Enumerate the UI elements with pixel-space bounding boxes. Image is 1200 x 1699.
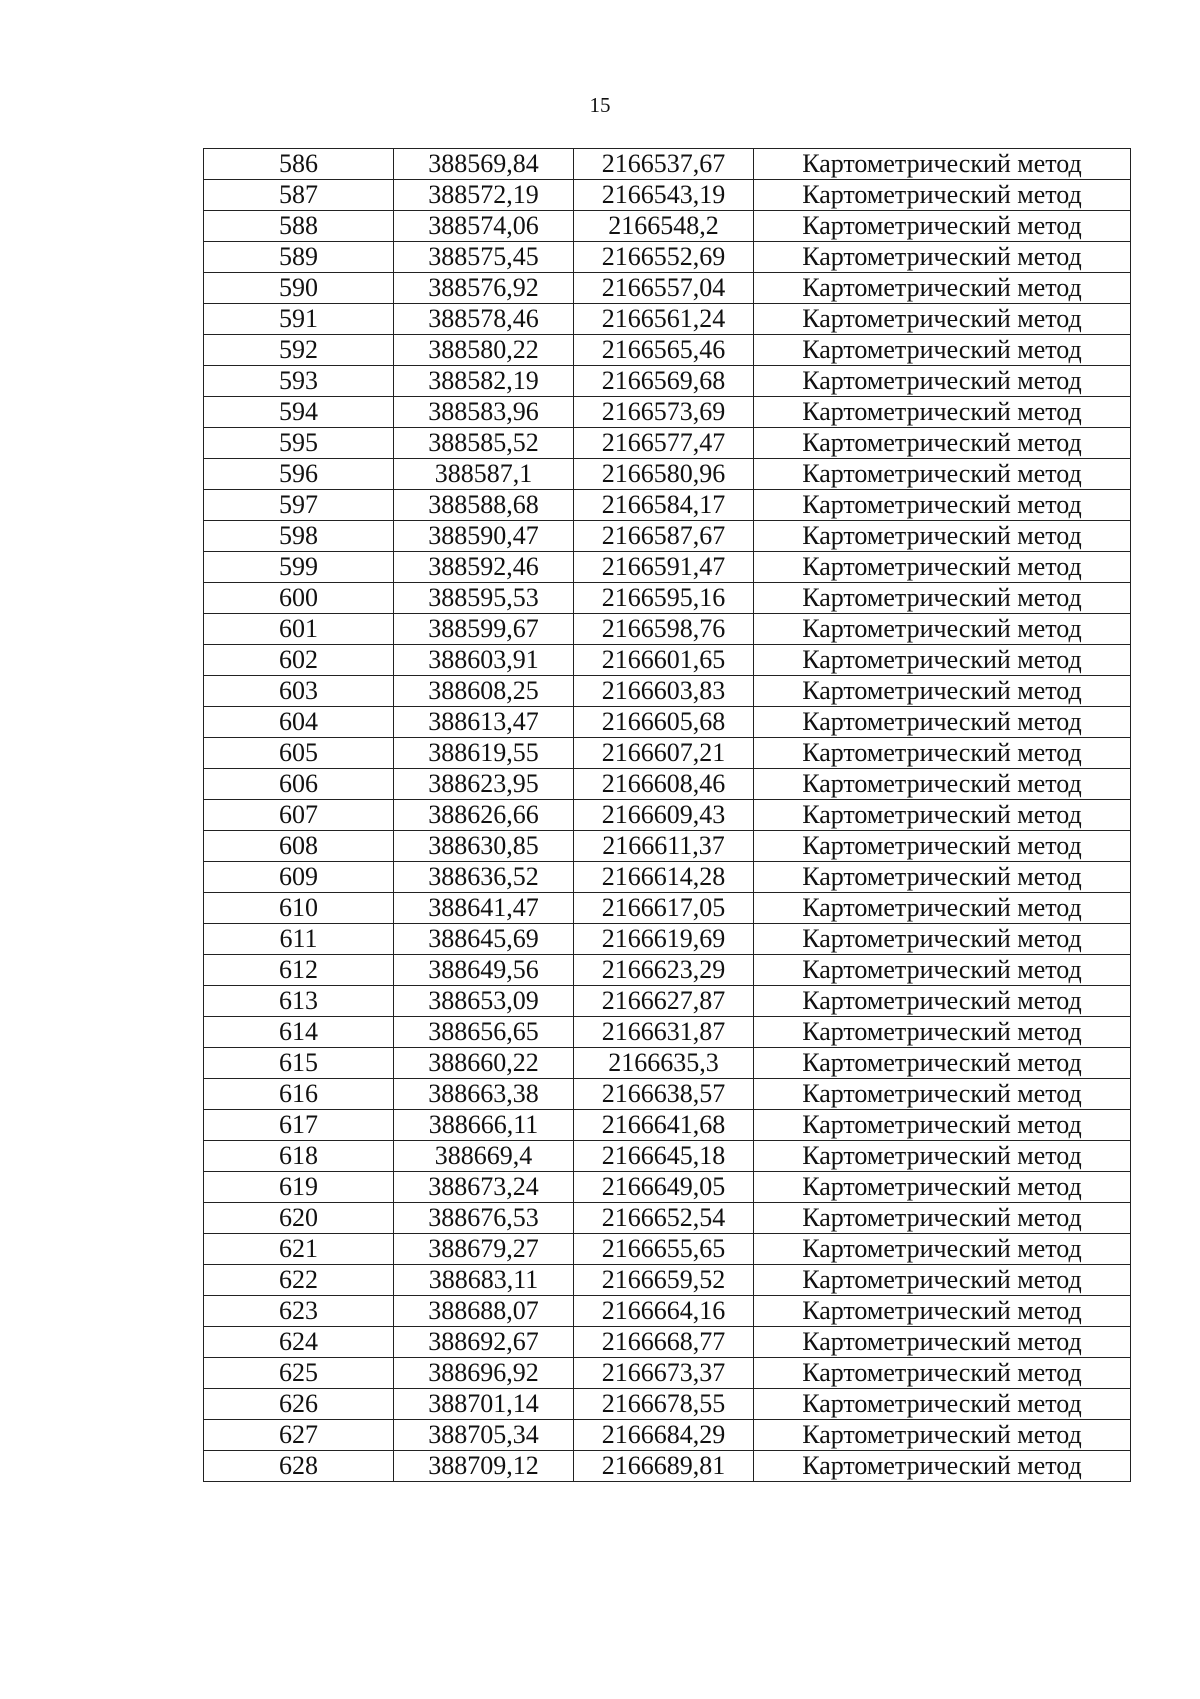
- y-coordinate-cell: 2166668,77: [574, 1327, 754, 1358]
- method-cell: Картометрический метод: [754, 831, 1131, 862]
- x-coordinate-cell: 388590,47: [394, 521, 574, 552]
- x-coordinate-cell: 388587,1: [394, 459, 574, 490]
- point-number-cell: 590: [204, 273, 394, 304]
- y-coordinate-cell: 2166573,69: [574, 397, 754, 428]
- method-cell: Картометрический метод: [754, 1203, 1131, 1234]
- method-cell: Картометрический метод: [754, 335, 1131, 366]
- x-coordinate-cell: 388673,24: [394, 1172, 574, 1203]
- y-coordinate-cell: 2166614,28: [574, 862, 754, 893]
- x-coordinate-cell: 388613,47: [394, 707, 574, 738]
- y-coordinate-cell: 2166631,87: [574, 1017, 754, 1048]
- table-row: [204, 769, 1131, 800]
- point-number-cell: 587: [204, 180, 394, 211]
- point-number-cell: 598: [204, 521, 394, 552]
- method-cell: Картометрический метод: [754, 1265, 1131, 1296]
- y-coordinate-cell: 2166548,2: [574, 211, 754, 242]
- point-number-cell: 601: [204, 614, 394, 645]
- y-coordinate-cell: 2166565,46: [574, 335, 754, 366]
- x-coordinate-cell: 388603,91: [394, 645, 574, 676]
- table-row: [204, 521, 1131, 552]
- point-number-cell: 592: [204, 335, 394, 366]
- method-cell: Картометрический метод: [754, 1079, 1131, 1110]
- y-coordinate-cell: 2166638,57: [574, 1079, 754, 1110]
- method-cell: Картометрический метод: [754, 552, 1131, 583]
- table-row: [204, 583, 1131, 614]
- method-cell: Картометрический метод: [754, 211, 1131, 242]
- table-row: [204, 1203, 1131, 1234]
- method-cell: Картометрический метод: [754, 459, 1131, 490]
- table-row: [204, 800, 1131, 831]
- point-number-cell: 595: [204, 428, 394, 459]
- method-cell: Картометрический метод: [754, 1358, 1131, 1389]
- point-number-cell: 599: [204, 552, 394, 583]
- y-coordinate-cell: 2166609,43: [574, 800, 754, 831]
- x-coordinate-cell: 388576,92: [394, 273, 574, 304]
- point-number-cell: 621: [204, 1234, 394, 1265]
- y-coordinate-cell: 2166645,18: [574, 1141, 754, 1172]
- coordinates-table: [203, 148, 1131, 1482]
- x-coordinate-cell: 388608,25: [394, 676, 574, 707]
- x-coordinate-cell: 388669,4: [394, 1141, 574, 1172]
- point-number-cell: 597: [204, 490, 394, 521]
- table-row: [204, 242, 1131, 273]
- method-cell: Картометрический метод: [754, 149, 1131, 180]
- x-coordinate-cell: 388630,85: [394, 831, 574, 862]
- method-cell: Картометрический метод: [754, 583, 1131, 614]
- point-number-cell: 616: [204, 1079, 394, 1110]
- y-coordinate-cell: 2166537,67: [574, 149, 754, 180]
- method-cell: Картометрический метод: [754, 521, 1131, 552]
- x-coordinate-cell: 388583,96: [394, 397, 574, 428]
- y-coordinate-cell: 2166584,17: [574, 490, 754, 521]
- point-number-cell: 593: [204, 366, 394, 397]
- method-cell: Картометрический метод: [754, 490, 1131, 521]
- method-cell: Картометрический метод: [754, 862, 1131, 893]
- y-coordinate-cell: 2166569,68: [574, 366, 754, 397]
- point-number-cell: 602: [204, 645, 394, 676]
- method-cell: Картометрический метод: [754, 397, 1131, 428]
- point-number-cell: 628: [204, 1451, 394, 1482]
- x-coordinate-cell: 388649,56: [394, 955, 574, 986]
- y-coordinate-cell: 2166603,83: [574, 676, 754, 707]
- method-cell: Картометрический метод: [754, 893, 1131, 924]
- method-cell: Картометрический метод: [754, 1141, 1131, 1172]
- method-cell: Картометрический метод: [754, 769, 1131, 800]
- table-row: [204, 1265, 1131, 1296]
- point-number-cell: 589: [204, 242, 394, 273]
- method-cell: Картометрический метод: [754, 676, 1131, 707]
- x-coordinate-cell: 388653,09: [394, 986, 574, 1017]
- method-cell: Картометрический метод: [754, 645, 1131, 676]
- point-number-cell: 606: [204, 769, 394, 800]
- y-coordinate-cell: 2166605,68: [574, 707, 754, 738]
- method-cell: Картометрический метод: [754, 738, 1131, 769]
- y-coordinate-cell: 2166664,16: [574, 1296, 754, 1327]
- y-coordinate-cell: 2166607,21: [574, 738, 754, 769]
- table-row: [204, 149, 1131, 180]
- x-coordinate-cell: 388636,52: [394, 862, 574, 893]
- table-row: [204, 1141, 1131, 1172]
- table-row: [204, 1017, 1131, 1048]
- x-coordinate-cell: 388588,68: [394, 490, 574, 521]
- table-row: [204, 862, 1131, 893]
- method-cell: Картометрический метод: [754, 1048, 1131, 1079]
- y-coordinate-cell: 2166557,04: [574, 273, 754, 304]
- point-number-cell: 588: [204, 211, 394, 242]
- y-coordinate-cell: 2166601,65: [574, 645, 754, 676]
- table-row: [204, 1358, 1131, 1389]
- table-row: [204, 924, 1131, 955]
- point-number-cell: 594: [204, 397, 394, 428]
- y-coordinate-cell: 2166595,16: [574, 583, 754, 614]
- method-cell: Картометрический метод: [754, 1451, 1131, 1482]
- page-number: 15: [589, 93, 611, 117]
- y-coordinate-cell: 2166543,19: [574, 180, 754, 211]
- table-row: [204, 1079, 1131, 1110]
- point-number-cell: 600: [204, 583, 394, 614]
- table-row: [204, 397, 1131, 428]
- point-number-cell: 615: [204, 1048, 394, 1079]
- method-cell: Картометрический метод: [754, 800, 1131, 831]
- y-coordinate-cell: 2166635,3: [574, 1048, 754, 1079]
- x-coordinate-cell: 388572,19: [394, 180, 574, 211]
- x-coordinate-cell: 388641,47: [394, 893, 574, 924]
- point-number-cell: 604: [204, 707, 394, 738]
- point-number-cell: 620: [204, 1203, 394, 1234]
- x-coordinate-cell: 388656,65: [394, 1017, 574, 1048]
- table-row: [204, 273, 1131, 304]
- x-coordinate-cell: 388595,53: [394, 583, 574, 614]
- x-coordinate-cell: 388696,92: [394, 1358, 574, 1389]
- table-row: [204, 211, 1131, 242]
- x-coordinate-cell: 388578,46: [394, 304, 574, 335]
- y-coordinate-cell: 2166627,87: [574, 986, 754, 1017]
- method-cell: Картометрический метод: [754, 1172, 1131, 1203]
- table-row: [204, 552, 1131, 583]
- method-cell: Картометрический метод: [754, 428, 1131, 459]
- x-coordinate-cell: 388569,84: [394, 149, 574, 180]
- point-number-cell: 605: [204, 738, 394, 769]
- table-row: [204, 1048, 1131, 1079]
- x-coordinate-cell: 388683,11: [394, 1265, 574, 1296]
- x-coordinate-cell: 388582,19: [394, 366, 574, 397]
- y-coordinate-cell: 2166598,76: [574, 614, 754, 645]
- point-number-cell: 613: [204, 986, 394, 1017]
- table-row: [204, 893, 1131, 924]
- point-number-cell: 591: [204, 304, 394, 335]
- y-coordinate-cell: 2166619,69: [574, 924, 754, 955]
- table-row: [204, 1451, 1131, 1482]
- y-coordinate-cell: 2166561,24: [574, 304, 754, 335]
- x-coordinate-cell: 388645,69: [394, 924, 574, 955]
- x-coordinate-cell: 388580,22: [394, 335, 574, 366]
- x-coordinate-cell: 388701,14: [394, 1389, 574, 1420]
- y-coordinate-cell: 2166608,46: [574, 769, 754, 800]
- method-cell: Картометрический метод: [754, 1234, 1131, 1265]
- y-coordinate-cell: 2166684,29: [574, 1420, 754, 1451]
- y-coordinate-cell: 2166659,52: [574, 1265, 754, 1296]
- point-number-cell: 617: [204, 1110, 394, 1141]
- y-coordinate-cell: 2166649,05: [574, 1172, 754, 1203]
- x-coordinate-cell: 388705,34: [394, 1420, 574, 1451]
- point-number-cell: 611: [204, 924, 394, 955]
- point-number-cell: 626: [204, 1389, 394, 1420]
- method-cell: Картометрический метод: [754, 614, 1131, 645]
- point-number-cell: 624: [204, 1327, 394, 1358]
- x-coordinate-cell: 388575,45: [394, 242, 574, 273]
- method-cell: Картометрический метод: [754, 366, 1131, 397]
- table-row: [204, 304, 1131, 335]
- x-coordinate-cell: 388599,67: [394, 614, 574, 645]
- table-row: [204, 1327, 1131, 1358]
- method-cell: Картометрический метод: [754, 1017, 1131, 1048]
- method-cell: Картометрический метод: [754, 955, 1131, 986]
- x-coordinate-cell: 388592,46: [394, 552, 574, 583]
- y-coordinate-cell: 2166611,37: [574, 831, 754, 862]
- y-coordinate-cell: 2166580,96: [574, 459, 754, 490]
- point-number-cell: 619: [204, 1172, 394, 1203]
- point-number-cell: 596: [204, 459, 394, 490]
- y-coordinate-cell: 2166617,05: [574, 893, 754, 924]
- point-number-cell: 625: [204, 1358, 394, 1389]
- x-coordinate-cell: 388663,38: [394, 1079, 574, 1110]
- table-row: [204, 490, 1131, 521]
- x-coordinate-cell: 388692,67: [394, 1327, 574, 1358]
- method-cell: Картометрический метод: [754, 304, 1131, 335]
- point-number-cell: 608: [204, 831, 394, 862]
- table-row: [204, 986, 1131, 1017]
- method-cell: Картометрический метод: [754, 707, 1131, 738]
- point-number-cell: 612: [204, 955, 394, 986]
- point-number-cell: 586: [204, 149, 394, 180]
- table-row: [204, 1420, 1131, 1451]
- table-row: [204, 428, 1131, 459]
- y-coordinate-cell: 2166552,69: [574, 242, 754, 273]
- x-coordinate-cell: 388679,27: [394, 1234, 574, 1265]
- method-cell: Картометрический метод: [754, 1420, 1131, 1451]
- y-coordinate-cell: 2166591,47: [574, 552, 754, 583]
- method-cell: Картометрический метод: [754, 1110, 1131, 1141]
- y-coordinate-cell: 2166655,65: [574, 1234, 754, 1265]
- table-body: [204, 149, 1131, 1482]
- x-coordinate-cell: 388676,53: [394, 1203, 574, 1234]
- y-coordinate-cell: 2166623,29: [574, 955, 754, 986]
- table-row: [204, 707, 1131, 738]
- point-number-cell: 623: [204, 1296, 394, 1327]
- method-cell: Картометрический метод: [754, 1389, 1131, 1420]
- method-cell: Картометрический метод: [754, 924, 1131, 955]
- x-coordinate-cell: 388660,22: [394, 1048, 574, 1079]
- table-row: [204, 366, 1131, 397]
- method-cell: Картометрический метод: [754, 273, 1131, 304]
- x-coordinate-cell: 388626,66: [394, 800, 574, 831]
- table-row: [204, 614, 1131, 645]
- method-cell: Картометрический метод: [754, 242, 1131, 273]
- x-coordinate-cell: 388666,11: [394, 1110, 574, 1141]
- y-coordinate-cell: 2166641,68: [574, 1110, 754, 1141]
- method-cell: Картометрический метод: [754, 1327, 1131, 1358]
- point-number-cell: 603: [204, 676, 394, 707]
- table-row: [204, 180, 1131, 211]
- table-row: [204, 459, 1131, 490]
- x-coordinate-cell: 388574,06: [394, 211, 574, 242]
- table-row: [204, 738, 1131, 769]
- y-coordinate-cell: 2166689,81: [574, 1451, 754, 1482]
- point-number-cell: 609: [204, 862, 394, 893]
- table-row: [204, 831, 1131, 862]
- x-coordinate-cell: 388688,07: [394, 1296, 574, 1327]
- table-row: [204, 1296, 1131, 1327]
- y-coordinate-cell: 2166678,55: [574, 1389, 754, 1420]
- point-number-cell: 622: [204, 1265, 394, 1296]
- y-coordinate-cell: 2166673,37: [574, 1358, 754, 1389]
- table-row: [204, 676, 1131, 707]
- method-cell: Картометрический метод: [754, 986, 1131, 1017]
- point-number-cell: 614: [204, 1017, 394, 1048]
- y-coordinate-cell: 2166652,54: [574, 1203, 754, 1234]
- point-number-cell: 610: [204, 893, 394, 924]
- table-row: [204, 1172, 1131, 1203]
- y-coordinate-cell: 2166577,47: [574, 428, 754, 459]
- x-coordinate-cell: 388623,95: [394, 769, 574, 800]
- table-row: [204, 335, 1131, 366]
- table-row: [204, 1389, 1131, 1420]
- point-number-cell: 607: [204, 800, 394, 831]
- x-coordinate-cell: 388619,55: [394, 738, 574, 769]
- method-cell: Картометрический метод: [754, 180, 1131, 211]
- method-cell: Картометрический метод: [754, 1296, 1131, 1327]
- x-coordinate-cell: 388709,12: [394, 1451, 574, 1482]
- table-row: [204, 955, 1131, 986]
- point-number-cell: 618: [204, 1141, 394, 1172]
- table-row: [204, 1110, 1131, 1141]
- point-number-cell: 627: [204, 1420, 394, 1451]
- table-row: [204, 645, 1131, 676]
- x-coordinate-cell: 388585,52: [394, 428, 574, 459]
- table-row: [204, 1234, 1131, 1265]
- y-coordinate-cell: 2166587,67: [574, 521, 754, 552]
